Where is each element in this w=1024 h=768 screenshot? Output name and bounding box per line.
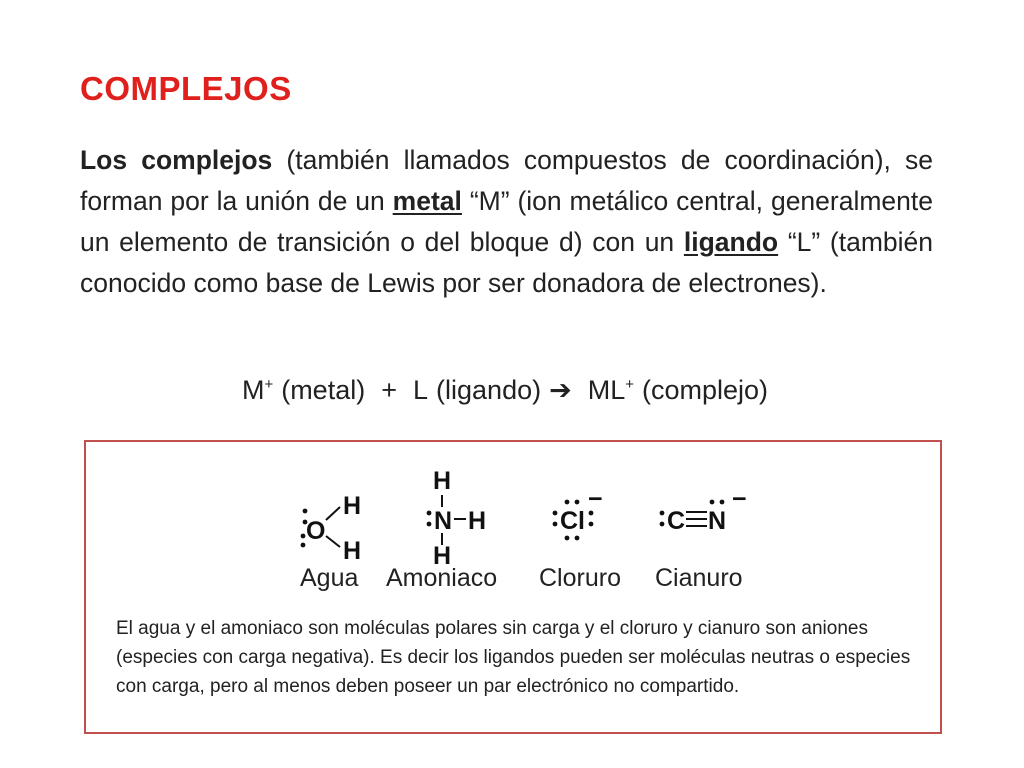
reaction-equation <box>0 375 1010 406</box>
slide-title: COMPLEJOS <box>80 70 292 107</box>
metal-word: (metal) <box>281 375 366 405</box>
metal-symbol: M <box>241 375 265 405</box>
ammonia-structure <box>427 467 486 570</box>
cyanide-charge: − <box>732 485 747 513</box>
term-metal: metal <box>392 186 462 216</box>
ligand-examples-box <box>84 440 942 734</box>
ligand-word: (ligando) <box>436 375 542 405</box>
complex-symbol: ML <box>587 375 626 405</box>
ammonia-h-atom-right: H <box>468 507 487 535</box>
water-structure <box>301 492 361 565</box>
ligand-note: El agua y el amoniaco son moléculas polares sin carga y el cloruro y cianuro son aniones (especies con carga negativa). Es decir los ligandos pueden ser moléculas neutras o especies con carga, pero al menos deben poseer un par electrónico no compartido. <box>116 618 911 697</box>
lewis-structures <box>86 442 940 607</box>
water-h-atom-2: H <box>343 537 362 565</box>
complex-charge: + <box>625 376 634 393</box>
chloride-structure <box>553 485 603 540</box>
cyanide-n-atom: N <box>708 507 727 535</box>
water-center-atom: O <box>306 517 326 545</box>
cyanide-structure <box>660 485 747 535</box>
arrow-icon: ➔ <box>549 375 572 405</box>
definition-paragraph <box>80 140 933 304</box>
label-amoniaco: Amoniaco <box>386 564 498 592</box>
complex-word: (complejo) <box>642 375 769 405</box>
label-agua: Agua <box>300 564 359 592</box>
chloride-center-atom: Cl <box>560 507 585 535</box>
ammonia-h-atom-top: H <box>433 467 452 495</box>
term-ligando: ligando <box>683 227 779 257</box>
water-h-atom-1: H <box>343 492 362 520</box>
label-cloruro: Cloruro <box>539 564 621 592</box>
paragraph-text-3: “L” (también conocido como base de Lewis por ser donadora de electrones). <box>80 227 934 298</box>
term-complejos: Los complejos <box>80 145 273 175</box>
ammonia-center-atom: N <box>434 507 453 535</box>
label-cianuro: Cianuro <box>655 564 743 592</box>
paragraph-text-2: “M” (ion metálico central, generalmente un elemento de transición o del bloque d) con un <box>80 186 934 257</box>
ammonia-h-atom-bottom: H <box>433 542 452 570</box>
metal-charge: + <box>264 376 274 393</box>
cyanide-c-atom: C <box>667 507 686 535</box>
ligand-symbol: L <box>413 375 429 405</box>
chloride-charge: − <box>588 485 603 513</box>
plus-sign: + <box>381 375 397 405</box>
paragraph-text-1: (también llamados compuestos de coordinación), se forman por la unión de un <box>80 145 934 216</box>
